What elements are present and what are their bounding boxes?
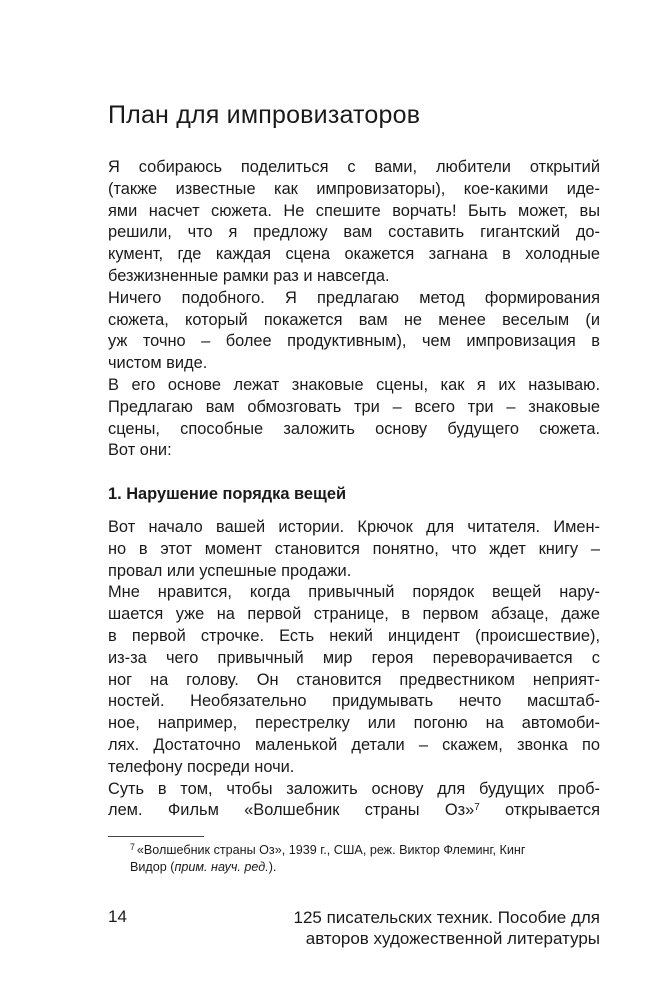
- page-number: 14: [108, 907, 127, 926]
- text-line: лях. Достаточно маленькой детали – скажем, звонка по: [108, 735, 600, 754]
- footnote-text: «Волшебник страны Оз», 1939 г., США, реж. Виктор Флеминг, Кинг: [136, 843, 526, 857]
- footnote-editor-note: прим. науч. ред.: [174, 860, 269, 875]
- text-line: в первой строчке. Есть некий инцидент (происшествие),: [108, 626, 600, 645]
- text-line: Ничего подобного. Я предлагаю метод формирования: [108, 288, 600, 307]
- text-line: кумент, где каждая сцена окажется загнана в холодные: [108, 245, 600, 264]
- text-line: решили, что я предложу вам составить гигантский до-: [108, 223, 600, 242]
- text-line: сцены, способные заложить основу будущего сюжета.: [108, 419, 600, 438]
- body-paragraphs-section: [108, 517, 600, 822]
- text-line: провал или успешные продажи.: [108, 561, 352, 580]
- text-fragment: лем. Фильм «Волшебник страны Оз»: [108, 801, 475, 820]
- text-line: из-за чего привычный мир героя переворачивается с: [108, 648, 600, 667]
- book-title-line: авторов художественной литературы: [305, 929, 600, 948]
- footnote-text: Видор (: [130, 860, 175, 875]
- text-line: ями насчет сюжета. Не спешите ворчать! Быть может, вы: [108, 201, 600, 220]
- text-line: но в этот момент становится понятно, что ждет книгу –: [108, 539, 600, 558]
- text-line: В его основе лежат знаковые сцены, как я их называю.: [108, 375, 600, 394]
- body-paragraphs-intro: [108, 157, 600, 462]
- section-heading: 1. Нарушение порядка вещей: [108, 485, 347, 503]
- footnote-marker: 7: [130, 842, 135, 853]
- text-line: (также известные как импровизаторы), кое-какими иде-: [108, 179, 600, 198]
- text-line: уж точно – более продуктивным), чем импровизация в: [108, 332, 600, 351]
- text-line: Я собираюсь поделиться с вами, любители открытий: [108, 158, 600, 176]
- footnote: [130, 842, 600, 876]
- footnote-text: ).: [268, 860, 277, 875]
- chapter-title: План для импровизаторов: [108, 101, 421, 129]
- footnote-line: [130, 842, 600, 859]
- text-line: ног на голову. Он становится предвестником неприят-: [108, 670, 600, 689]
- text-line-with-footnote-ref: [108, 800, 600, 822]
- text-line: Вот начало вашей истории. Крючок для читателя. Имен-: [108, 518, 600, 536]
- text-line: Суть в том, чтобы заложить основу для будущих проб-: [108, 779, 600, 798]
- text-line: телефону посреди ночи.: [108, 757, 295, 776]
- footnote-line: [130, 859, 600, 875]
- text-fragment: открывается: [479, 801, 600, 820]
- text-line: ное, например, перестрелку или погоню на автомоби-: [108, 714, 600, 733]
- text-line: безжизненные рамки раз и навсегда.: [108, 266, 390, 285]
- running-footer-book-title: [220, 907, 600, 949]
- text-line: сюжета, который покажется вам не менее веселым (и: [108, 310, 600, 329]
- text-line: чистом виде.: [108, 354, 208, 373]
- text-line: Предлагаю вам обмозговать три – всего три – знаковые: [108, 397, 600, 416]
- footnote-reference[interactable]: 7: [474, 801, 480, 813]
- footnote-divider: [108, 836, 204, 837]
- text-line: Мне нравится, когда привычный порядок вещей нару-: [108, 583, 600, 602]
- text-line: Вот они:: [108, 441, 172, 460]
- text-line: шается уже на первой странице, в первом абзаце, даже: [108, 605, 600, 624]
- text-line: ностей. Необязательно придумывать нечто масштаб-: [108, 692, 600, 711]
- book-title-line: 125 писательских техник. Пособие для: [293, 908, 600, 927]
